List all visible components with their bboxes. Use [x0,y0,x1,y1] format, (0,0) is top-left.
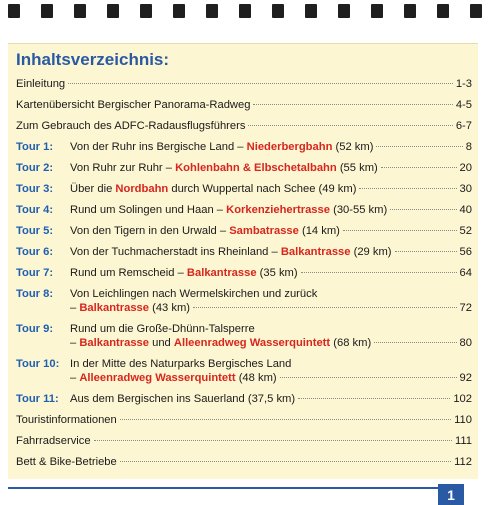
binding-hole [74,4,86,18]
dot-leader [120,461,451,462]
tour-page: 52 [459,225,472,237]
toc-panel [8,43,478,479]
dot-leader [248,125,452,126]
toc-entry[interactable] [16,119,472,133]
tour-entry[interactable] [16,322,472,336]
tour-number: Tour 9: [16,323,54,335]
tour-number: Tour 8: [16,288,54,300]
tour-number: Tour 1: [16,141,54,153]
entry-page: 6-7 [455,120,472,132]
tour-number: Tour 6: [16,246,54,258]
route-name: Sambatrasse [229,225,299,237]
tour-number: Tour 3: [16,183,54,195]
tour-title: Aus dem Bergischen ins Sauerland (37,5 km) [70,393,296,405]
binding-hole [206,4,218,18]
binding-hole [41,4,53,18]
dot-leader [343,230,457,231]
route-name: Balkantrasse [186,267,257,279]
tour-entry[interactable] [16,266,472,280]
tour-title: Von den Tigern in den Urwald – Sambatrasse (14 km) [70,225,340,237]
dot-leader [68,83,453,84]
entry-label: Fahrradservice [16,435,91,447]
tour-page: 40 [459,204,472,216]
binding-hole [107,4,119,18]
dot-leader [381,167,457,168]
dot-leader [120,419,451,420]
entry-page: 4-5 [455,99,472,111]
tour-page: 20 [459,162,472,174]
tour-entry[interactable] [16,357,472,371]
toc-entry[interactable] [16,413,472,427]
route-name: Kohlenbahn & Elbschetalbahn [175,162,337,174]
entry-page: 111 [454,435,472,447]
tour-number: Tour 4: [16,204,54,216]
dot-leader [193,307,457,308]
binding-hole [8,4,20,18]
binding-hole [140,4,152,18]
dot-leader [359,188,456,189]
dot-leader [253,104,452,105]
tour-entry[interactable] [16,392,472,406]
tour-page: 56 [459,246,472,258]
tour-title-line1: Rund um die Große-Dhünn-Talsperre [70,323,255,335]
binding-hole [173,4,185,18]
spiral-binding [8,0,482,22]
tour-number: Tour 7: [16,267,54,279]
tour-entry[interactable] [16,182,472,196]
binding-hole [404,4,416,18]
tour-title: Über die Nordbahn durch Wuppertal nach Schee (49 km) [70,183,357,195]
tour-title-line1: In der Mitte des Naturparks Bergisches Land [70,358,292,370]
tour-title: Von der Ruhr ins Bergische Land – Niederbergbahn (52 km) [70,141,374,153]
tour-page: 92 [459,372,472,384]
dot-leader [280,377,457,378]
tour-entry-continued[interactable] [16,336,472,350]
dot-leader [374,342,456,343]
binding-hole [338,4,350,18]
tour-number: Tour 11: [16,393,59,405]
binding-hole [470,4,482,18]
tour-entry[interactable] [16,245,472,259]
tour-title-line1: Von Leichlingen nach Wermelskirchen und zurück [70,288,318,300]
entry-label: Zum Gebrauch des ADFC-Radausflugsführers [16,120,246,132]
toc-entry[interactable] [16,77,472,91]
dot-leader [395,251,457,252]
entry-label: Touristinformationen [16,414,117,426]
footer-rule [8,487,464,489]
toc-title: Inhaltsverzeichnis: [16,50,170,69]
route-name: Korkenziehertrasse [226,204,330,216]
route-name: Nordbahn [115,183,169,195]
tour-title-line2: – Balkantrasse und Alleenradweg Wasserquintett (68 km) [70,337,372,349]
tour-entry[interactable] [16,161,472,175]
dot-leader [376,146,462,147]
entry-page: 1-3 [455,78,472,90]
tour-page: 72 [459,302,472,314]
tour-entry[interactable] [16,140,472,154]
binding-hole [272,4,284,18]
route-name: Alleenradweg Wasserquintett [79,372,236,384]
entry-label: Kartenübersicht Bergischer Panorama-Radweg [16,99,251,111]
tour-title-line2: – Balkantrasse (43 km) [70,302,191,314]
tour-number: Tour 10: [16,358,60,370]
route-name: Niederbergbahn [246,141,333,153]
toc-entry[interactable] [16,434,472,448]
page-number-badge: 1 [438,484,464,505]
entry-label: Bett & Bike-Betriebe [16,456,117,468]
route-name: Balkantrasse [79,337,149,349]
binding-hole [371,4,383,18]
dot-leader [301,272,457,273]
tour-page: 8 [465,141,472,153]
dot-leader [94,440,452,441]
dot-leader [390,209,456,210]
dot-leader [298,398,450,399]
tour-title: Von der Tuchmacherstadt ins Rheinland – Balkantrasse (29 km) [70,246,392,258]
toc-entry[interactable] [16,98,472,112]
tour-page: 102 [453,393,472,405]
route-name: Balkantrasse [79,302,149,314]
tour-page: 64 [459,267,472,279]
tour-entry[interactable] [16,287,472,301]
tour-entry-continued[interactable] [16,371,472,385]
tour-title-line2: – Alleenradweg Wasserquintett (48 km) [70,372,277,384]
entry-page: 110 [454,414,472,426]
binding-hole [305,4,317,18]
tour-page: 80 [459,337,472,349]
entry-label: Einleitung [16,78,66,90]
binding-hole [437,4,449,18]
entry-page: 112 [454,456,472,468]
tour-entry[interactable] [16,203,472,217]
route-name: Balkantrasse [280,246,351,258]
route-name: Alleenradweg Wasserquintett [173,337,331,349]
binding-hole [239,4,251,18]
tour-number: Tour 5: [16,225,54,237]
tour-title: Rund um Solingen und Haan – Korkenziehertrasse (30-55 km) [70,204,388,216]
tour-title: Von Ruhr zur Ruhr – Kohlenbahn & Elbschetalbahn (55 km) [70,162,378,174]
tour-page: 30 [459,183,472,195]
tour-entry-continued[interactable] [16,301,472,315]
toc-entry[interactable] [16,455,472,469]
tour-number: Tour 2: [16,162,54,174]
tour-entry[interactable] [16,224,472,238]
tour-title: Rund um Remscheid – Balkantrasse (35 km) [70,267,298,279]
